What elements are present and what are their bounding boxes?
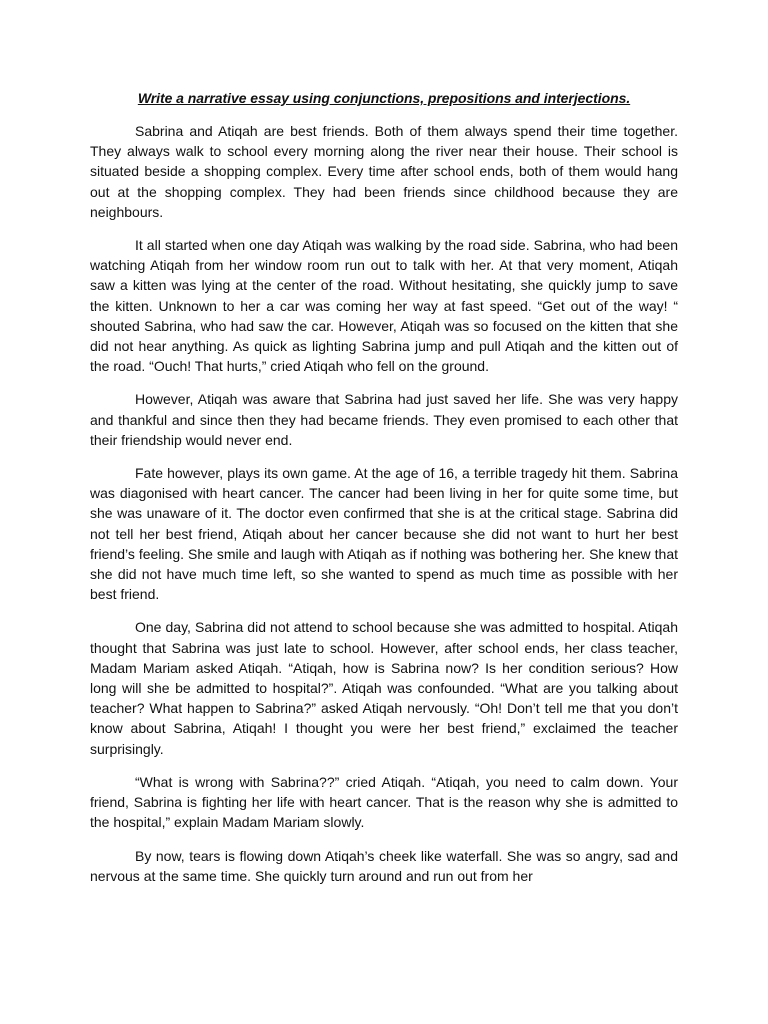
paragraph-5: One day, Sabrina did not attend to school because she was admitted to hospital. Atiqah thought that Sabrina was just late to school. However, after school ends, her class teacher, Madam Mariam asked Atiqah. “Atiqah, how is Sabrina now? Is her condition serious? How long will she be admitted to hospital?”. Atiqah was confounded. “What are you talking about teacher? What happen to Sabrina?” asked Atiqah nervously. “Oh! Don’t tell me that you don’t know about Sabrina, Atiqah! I thought you were her best friend,” exclaimed the teacher surprisingly. <box>90 619 678 757</box>
paragraph-1: Sabrina and Atiqah are best friends. Both of them always spend their time together. They always walk to school every morning along the river near their house. Their school is situated beside a shopping complex. Every time after school ends, both of them would hang out at the shopping complex. They had been friends since childhood because they are neighbours. <box>90 123 678 220</box>
paragraph-6: “What is wrong with Sabrina??” cried Atiqah. “Atiqah, you need to calm down. Your friend, Sabrina is fighting her life with heart cancer. That is the reason why she is admitted to the hospital,” explain Madam Mariam slowly. <box>90 773 678 831</box>
paragraph-3: However, Atiqah was aware that Sabrina had just saved her life. She was very happy and thankful and since then they had became friends. They even promised to each other that their friendship would never end. <box>90 391 678 448</box>
essay-title: Write a narrative essay using conjunctions, prepositions and interjections. <box>137 90 631 106</box>
paragraph-2: It all started when one day Atiqah was walking by the road side. Sabrina, who had been watching Atiqah from her window room run out to talk with her. At that very moment, Atiqah saw a kitten was lying at the center of the road. Without hesitating, she quickly jump to save the kitten. Unknown to her a car was coming her way at fast speed. “Get out of the way! “ shouted Sabrina, who had saw the car. However, Atiqah was so focused on the kitten that she did not hear anything. As quick as lighting Sabrina jump and pull Atiqah and the kitten out of the road. “Ouch! That hurts,” cried Atiqah who fell on the ground. <box>90 237 678 375</box>
paragraph-7: By now, tears is flowing down Atiqah’s cheek like waterfall. She was so angry, sad and nervous at the same time. She quickly turn around and run out from her <box>90 847 678 884</box>
paragraph-4: Fate however, plays its own game. At the age of 16, a terrible tragedy hit them. Sabrina was diagonised with heart cancer. The cancer had been living in her for quite some time, but she was unaware of it. The doctor even confirmed that she is at the critical stage. Sabrina did not tell her best friend, Atiqah about her cancer because she did not want to hurt her best friend’s feeling. She smile and laugh with Atiqah as if nothing was bothering her. She knew that she did not have much time left, so she wanted to spend as much time as possible with her best friend. <box>90 465 678 603</box>
essay-body <box>90 88 678 886</box>
